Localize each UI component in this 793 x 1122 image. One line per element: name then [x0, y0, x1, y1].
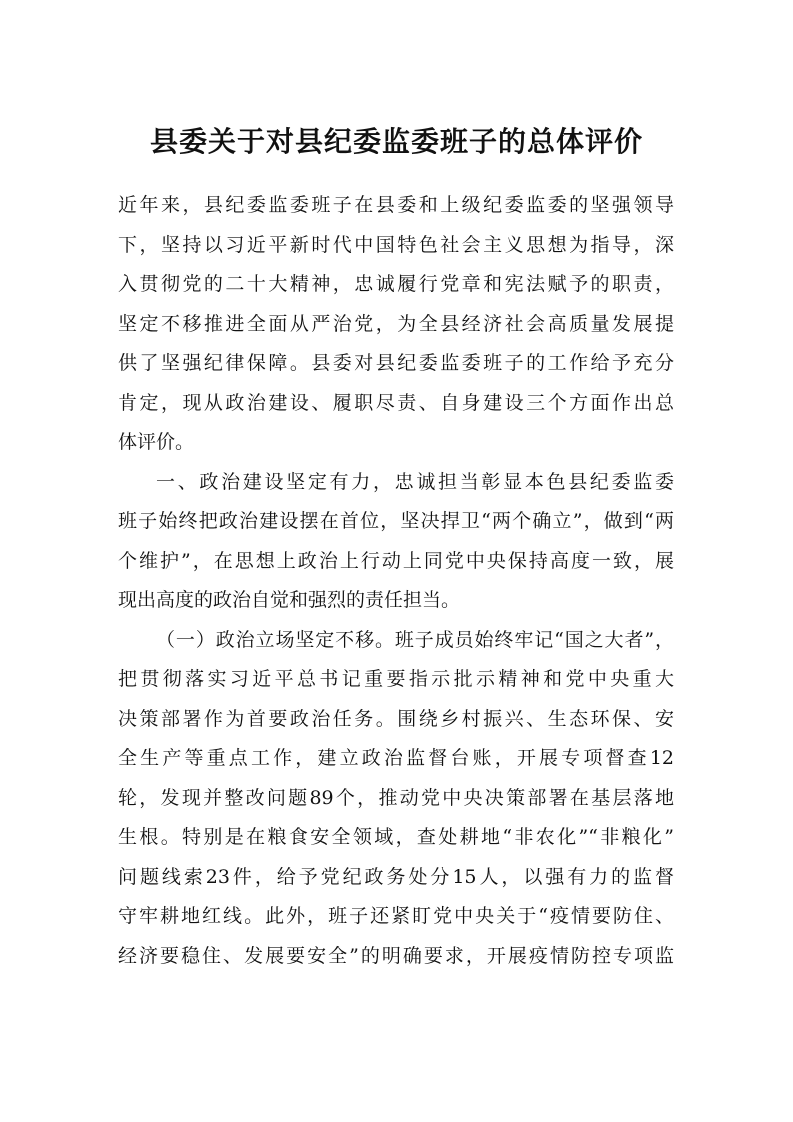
text-line: 肯定，现从政治建设、履职尽责、自身建设三个方面作出总 [118, 391, 674, 414]
document-title: 县委关于对县纪委监委班子的总体评价 [149, 125, 643, 158]
text-line: 决策部署作为首要政治任务。围绕乡村振兴、生态环保、安 [118, 707, 674, 730]
text-line: 供了坚强纪律保障。县委对县纪委监委班子的工作给予充分 [118, 352, 674, 374]
text-line: 现出高度的政治自觉和强烈的责任担当。 [118, 589, 461, 611]
text-line: 经济要稳住、发展要安全”的明确要求，开展疫情防控专项监 [118, 944, 674, 967]
subsection-heading-line: （一）政治立场坚定不移。班子成员始终牢记“国之大者”， [156, 628, 674, 651]
text-line: 轮，发现并整改问题89个，推动党中央决策部署在基层落地 [118, 786, 674, 809]
text-line: 近年来，县纪委监委班子在县委和上级纪委监委的坚强领导 [118, 194, 674, 216]
text-line: 入贯彻党的二十大精神，忠诚履行党章和宪法赋予的职责， [118, 273, 674, 295]
text-line: 守牢耕地红线。此外，班子还紧盯党中央关于“疫情要防住、 [118, 905, 674, 927]
text-line: 把贯彻落实习近平总书记重要指示批示精神和党中央重大 [118, 668, 674, 690]
text-line: 下，坚持以习近平新时代中国特色社会主义思想为指导，深 [118, 233, 674, 256]
text-line: 生根。特别是在粮食安全领域，查处耕地“非农化”“非粮化” [118, 826, 674, 848]
text-line: 个维护”，在思想上政治上行动上同党中央保持高度一致，展 [118, 549, 674, 572]
paragraph-intro [118, 186, 674, 463]
section-heading-line: 一、政治建设坚定有力，忠诚担当彰显本色县纪委监委 [156, 470, 674, 493]
text-line: 问题线索23件，给予党纪政务处分15人，以强有力的监督 [118, 865, 674, 888]
text-line: 坚定不移推进全面从严治党，为全县经济社会高质量发展提 [118, 312, 674, 335]
paragraph-subsection-one [118, 621, 674, 977]
document-body [118, 186, 674, 976]
paragraph-section-one [118, 463, 674, 621]
text-line: 体评价。 [118, 431, 195, 453]
text-line: 班子始终把政治建设摆在首位，坚决捍卫“两个确立”，做到“两 [118, 510, 674, 532]
text-line: 全生产等重点工作，建立政治监督台账，开展专项督查12 [118, 747, 674, 769]
